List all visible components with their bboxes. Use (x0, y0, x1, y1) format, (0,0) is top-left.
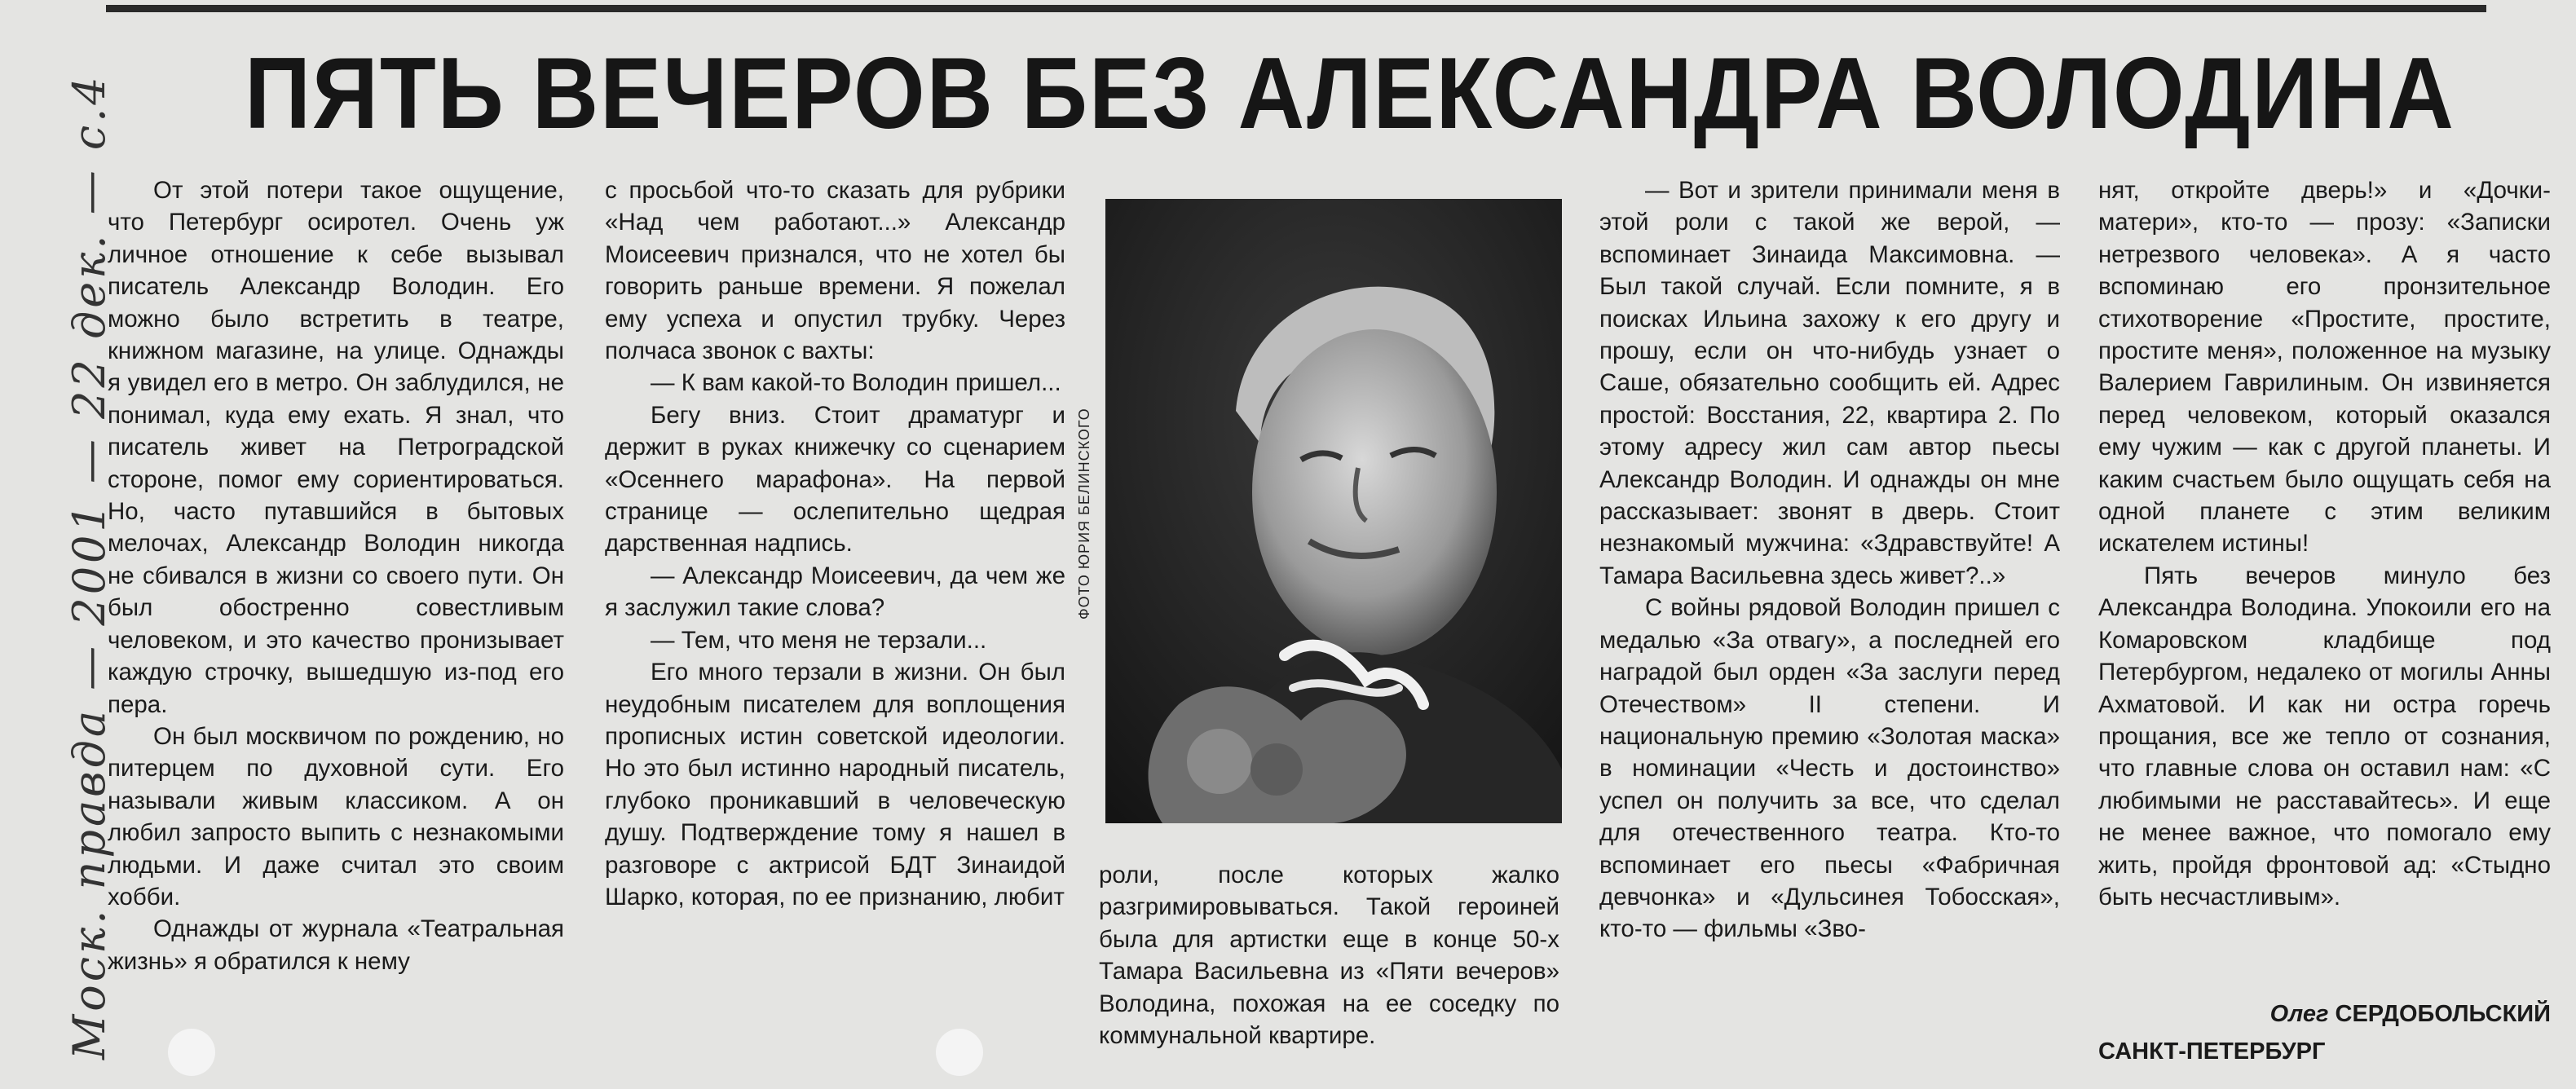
paragraph: Его много терзали в жизни. Он был неудобным писателем для воплощения прописных истин советской идеологии. Но это был истинно народный писатель, глубоко проникавший в человеческую душу. Подтверждение тому я нашел в разговоре с актрисой БДТ Зинаидой Шарко, которая, по ее признанию, любит (605, 659, 1065, 910)
paragraph: От этой потери такое ощущение, что Петербург осиротел. Очень уж личное отношение к себе вызывал писатель Александр Володин. Его можно было встретить в театре, книжном магазине, на улице. Однажды я увидел его в метро. Он заблудился, не понимал, куда ему ехать. Я знал, что писатель живет на Петроградской стороне, помог ему сориентироваться. Но, часто путавшийся в бытовых мелочах, Александр Володин никогда не сбивался в жизни со своего пути. Он был обостренно совестливым человеком, и это качество пронизывает каждую строчку, вышедшую из-под его пера. (108, 177, 564, 718)
author-name (2098, 998, 2551, 1030)
top-rule-divider (106, 5, 2486, 12)
portrait-illustration (1105, 199, 1562, 823)
paragraph: — Вот и зрители принимали меня в этой роли с такой же верой, — вспоминает Зинаида Максимовна. — Был такой случай. Если помните, я в поисках Ильина захожу к его другу и прошу, если он что-нибудь узнает о Саше, обязательно сообщить ей. Адрес простой: Восстания, 22, квартира 2. По этому адресу жил сам автор пьесы Александр Володин. И однажды он мне рассказывает: звонят в дверь. Стоит незнакомый мужчина: «Здравствуйте! А Тамара Васильевна здесь живет?..» (1599, 177, 2060, 589)
photo-credit: ФОТО ЮРИЯ БЕЛИНСКОГО (1076, 408, 1092, 619)
portrait-photo (1105, 199, 1562, 823)
article-column-4 (2098, 174, 2551, 913)
author-first-name: Олег (2269, 1001, 2329, 1027)
author-city: САНКТ-ПЕТЕРБУРГ (2098, 1038, 2326, 1065)
paragraph: Однажды от журнала «Театральная жизнь» я обратился к нему (108, 915, 564, 975)
article-column-1 (108, 174, 564, 977)
article-column-3 (1599, 174, 2060, 946)
byline (2098, 998, 2551, 1068)
author-surname: СЕРДОБОЛЬСКИЙ (2335, 1001, 2551, 1027)
paragraph: — Александр Моисеевич, да чем же я заслужил такие слова? (605, 562, 1065, 622)
handwritten-source-note: Моск. правда — 2001 — 22 дек. — с.4 (64, 73, 115, 1060)
article-column-2-continued (1099, 859, 1559, 1052)
paragraph: Бегу вниз. Стоит драматург и держит в руках книжечку со сценарием «Осеннего марафона». На первой странице — ослепительно щедрая дарственная надпись. (605, 401, 1065, 558)
paragraph: роли, после которых жалко разгримировываться. Такой героиней была для артистки еще в конце 50-х Тамара Васильевна из «Пяти вечеров» Володина, похожая на ее соседку по коммунальной квартире. (1099, 862, 1559, 1050)
punch-hole (936, 1029, 983, 1076)
article-column-2 (605, 174, 1065, 913)
paragraph: — Тем, что меня не терзали... (651, 626, 987, 654)
punch-hole (168, 1029, 215, 1076)
paragraph: — К вам какой-то Володин пришел... (651, 369, 1061, 397)
paragraph: нят, откройте дверь!» и «Дочки-матери», кто-то — прозу: «Записки нетрезвого человека». А я часто вспоминаю его пронзительное стихотворение «Простите, простите, простите меня», положенное на музыку Валерием Гаврилиным. Он извиняется перед человеком, который оказался ему чужим — как с другой планеты. И каким счастьем было ощущать себя на одной планете с этим великим искателем истины! (2098, 177, 2551, 558)
paragraph: Он был москвичом по рождению, но питерцем по духовной сути. Его называли живым классиком. А он любил запросто выпить с незнакомыми людьми. И даже считал это своим хобби. (108, 722, 564, 910)
paragraph: Пять вечеров минуло без Александра Володина. Упокоили его на Комаровском кладбище под Петербургом, недалеко от могилы Анны Ахматовой. И как ни остра горечь прощания, все же тепло от сознания, что главные слова он оставил нам: «С любимыми не расставайтесь». И еще не менее важное, что помогало ему жить, пройдя фронтовой ад: «Стыдно быть несчастливым». (2098, 562, 2551, 910)
paragraph: С войны рядовой Володин пришел с медалью «За отвагу», а последней его наградой был орден «За заслуги перед Отечеством» II степени. И национальную премию «Золотая маска» в номинации «Честь и достоинство» успел он получить за все, что сделал для отечественного театра. Кто-то вспоминает его пьесы «Фабричная девчонка» и «Дульсинея Тобосская», кто-то — фильмы «Зво- (1599, 594, 2060, 943)
paragraph: с просьбой что-то сказать для рубрики «Над чем работают...» Александр Моисеевич признался, что не хотел бы говорить раньше времени. Я пожелал ему успеха и опустил трубку. Через полчаса звонок с вахты: (605, 177, 1065, 365)
article-headline: ПЯТЬ ВЕЧЕРОВ БЕЗ АЛЕКСАНДРА ВОЛОДИНА (245, 37, 2455, 150)
